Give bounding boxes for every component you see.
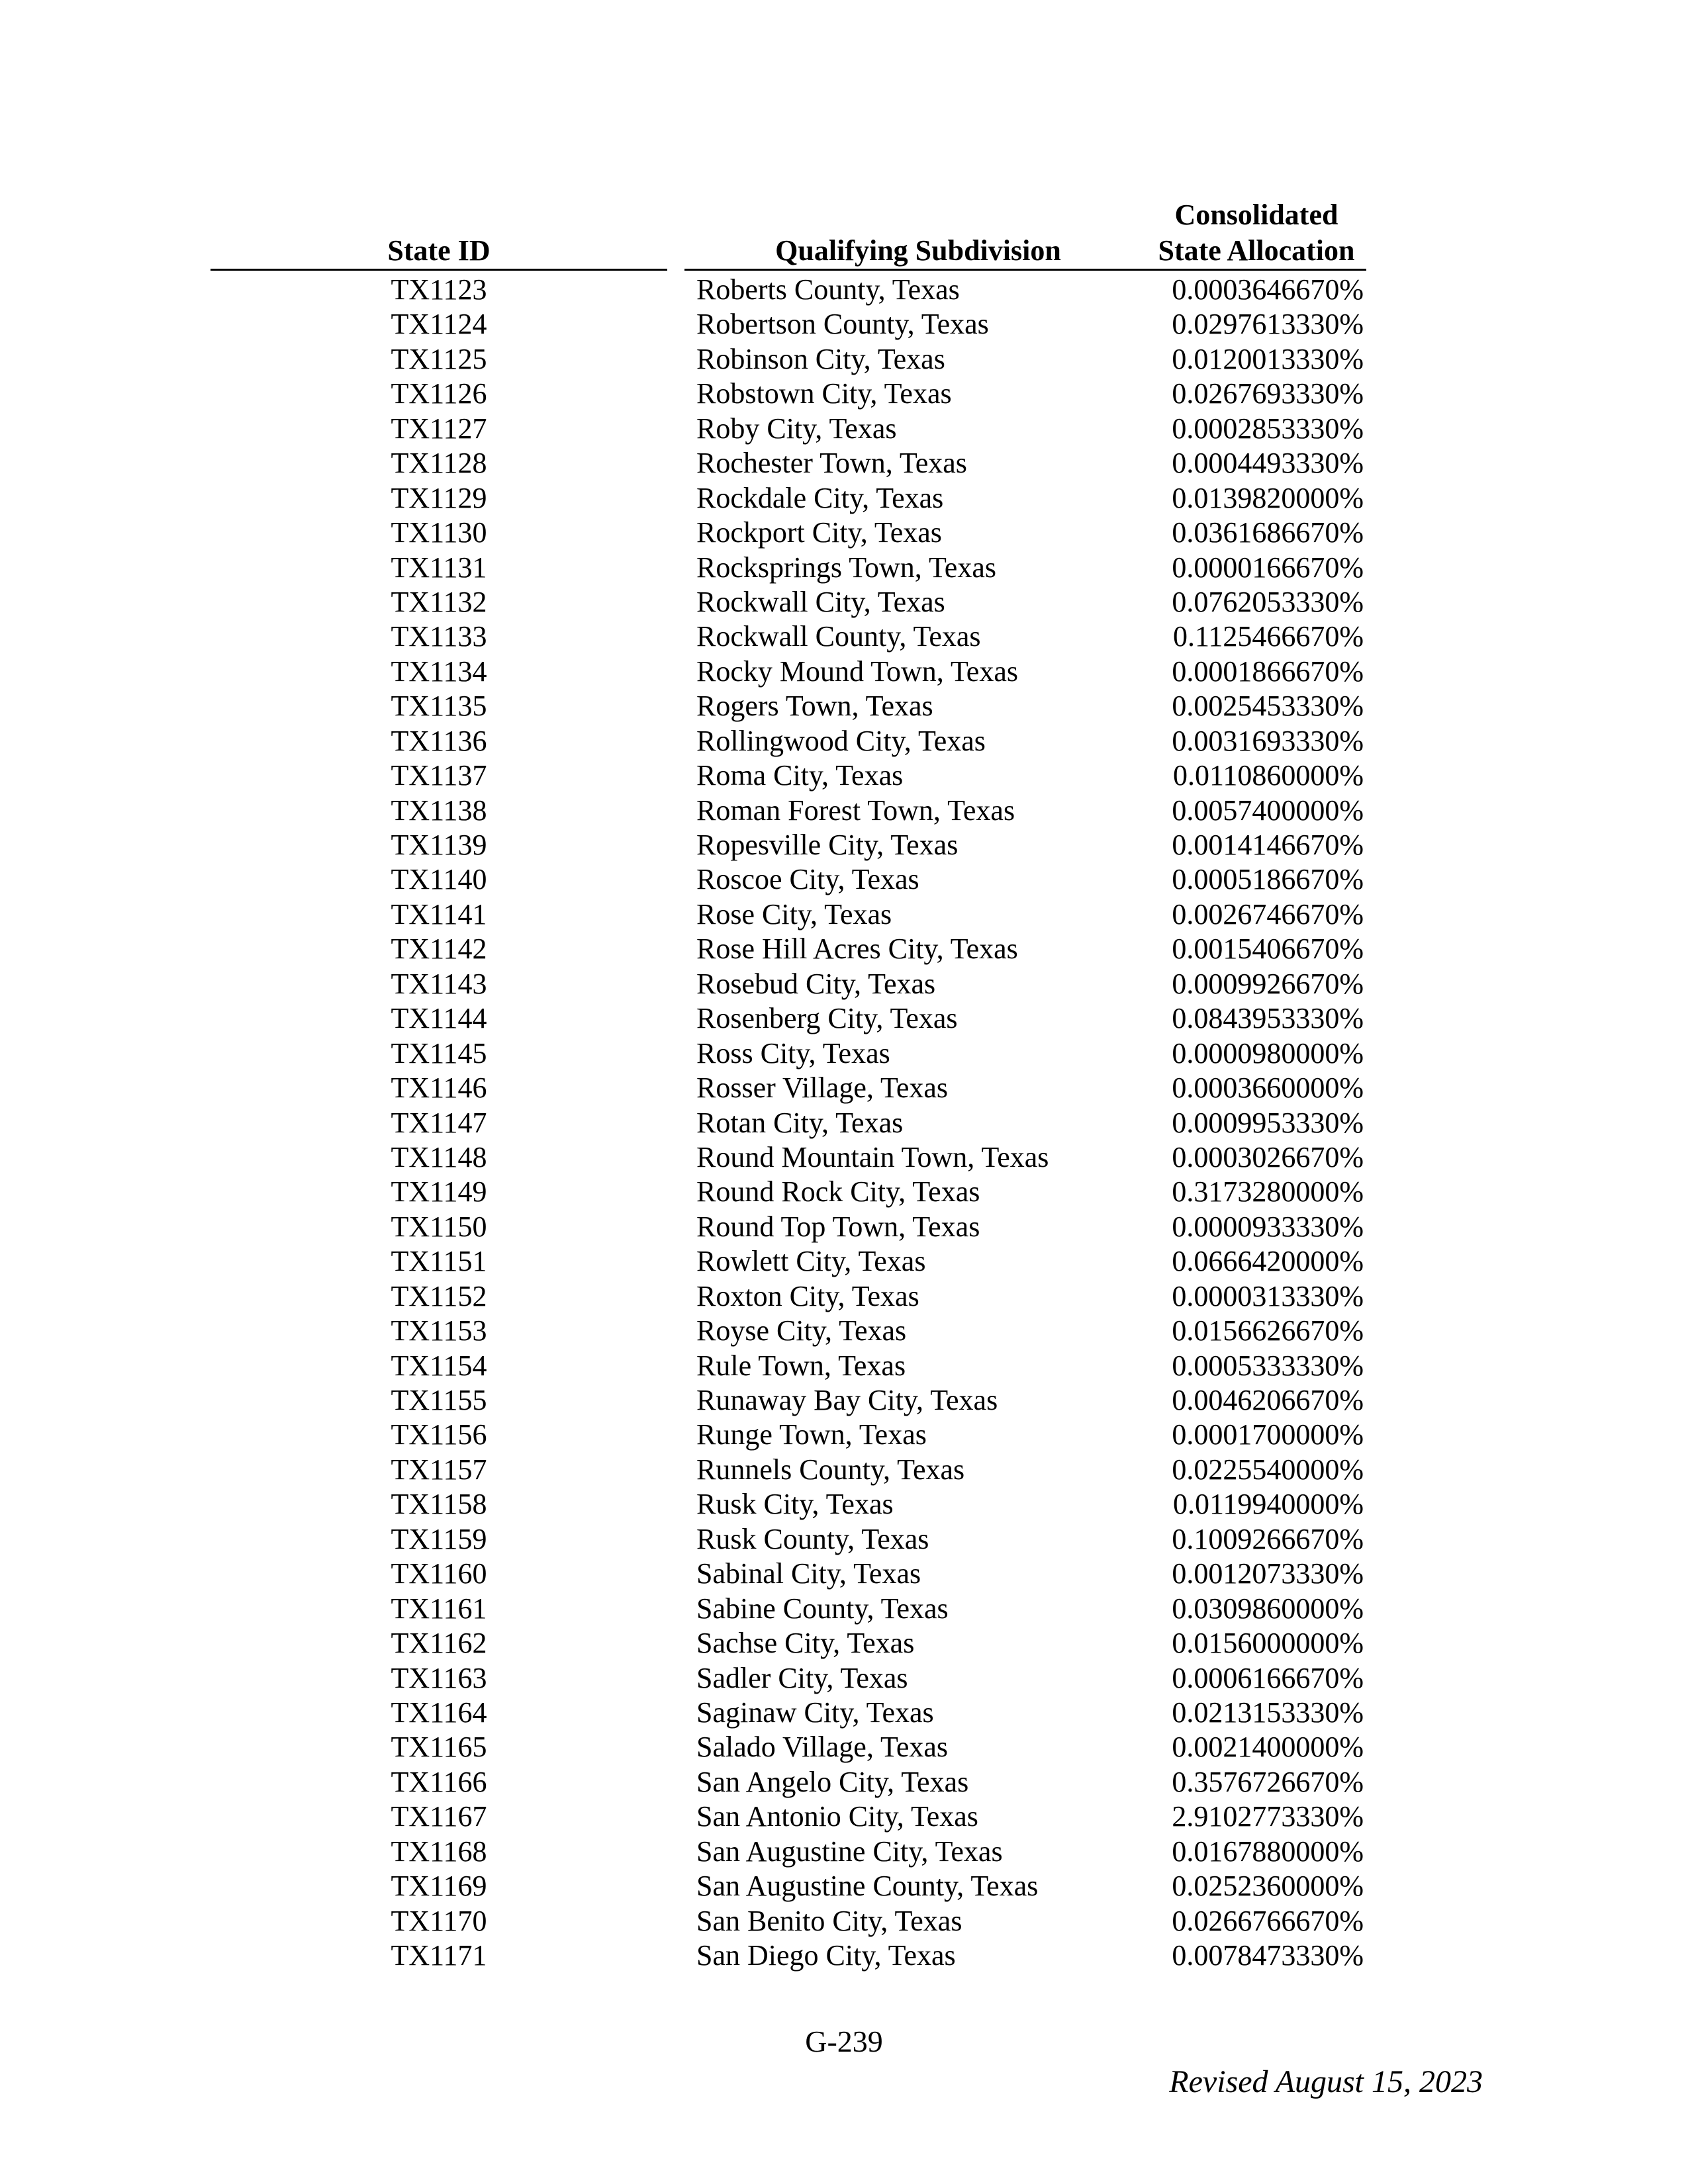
subdivision-cell: Rusk City, Texas xyxy=(696,1488,894,1521)
subdivision-cell: Rosser Village, Texas xyxy=(696,1071,949,1105)
subdivision-cell: Roma City, Texas xyxy=(696,759,904,792)
state-id-cell: TX1149 xyxy=(391,1175,487,1208)
table-row xyxy=(0,1696,1688,1730)
allocation-cell: 0.0666420000% xyxy=(1172,1245,1364,1278)
allocation-cell: 0.0252360000% xyxy=(1172,1870,1364,1903)
allocation-table-body xyxy=(0,273,1688,1973)
allocation-cell: 0.0012073330% xyxy=(1172,1557,1364,1590)
state-id-cell: TX1156 xyxy=(391,1418,487,1451)
state-id-cell: TX1138 xyxy=(391,794,487,827)
table-row xyxy=(0,1869,1688,1903)
state-id-cell: TX1162 xyxy=(391,1627,487,1660)
state-id-cell: TX1125 xyxy=(391,342,487,375)
state-id-cell: TX1137 xyxy=(391,759,487,792)
allocation-cell: 0.0119940000% xyxy=(1172,1488,1364,1521)
state-id-cell: TX1129 xyxy=(391,481,487,514)
table-row xyxy=(0,1314,1688,1348)
state-id-cell: TX1160 xyxy=(391,1557,487,1590)
subdivision-cell: Sachse City, Texas xyxy=(696,1627,915,1660)
state-id-cell: TX1157 xyxy=(391,1453,487,1486)
table-row xyxy=(0,1001,1688,1036)
table-row xyxy=(0,897,1688,932)
state-id-cell: TX1136 xyxy=(391,724,487,757)
table-row xyxy=(0,1835,1688,1869)
allocation-cell: 0.3173280000% xyxy=(1172,1175,1364,1208)
subdivision-cell: Rockwall County, Texas xyxy=(696,620,981,653)
subdivision-cell: San Augustine County, Texas xyxy=(696,1870,1039,1903)
allocation-cell: 0.0297613330% xyxy=(1172,308,1364,341)
allocation-cell: 0.0005186670% xyxy=(1172,863,1364,896)
state-id-cell: TX1132 xyxy=(391,585,487,618)
allocation-cell: 0.0309860000% xyxy=(1172,1592,1364,1625)
state-id-cell: TX1152 xyxy=(391,1279,487,1312)
state-id-cell: TX1144 xyxy=(391,1002,487,1035)
state-id-cell: TX1150 xyxy=(391,1210,487,1243)
allocation-cell: 0.0014146670% xyxy=(1172,829,1364,861)
state-id-cell: TX1158 xyxy=(391,1488,487,1521)
subdivision-cell: Ropesville City, Texas xyxy=(696,829,959,861)
subdivision-cell: Roberts County, Texas xyxy=(696,273,960,306)
allocation-cell: 0.0009926670% xyxy=(1172,967,1364,1000)
table-row xyxy=(0,1938,1688,1973)
subdivision-cell: Rocky Mound Town, Texas xyxy=(696,655,1018,688)
header-state-id: State ID xyxy=(387,234,491,267)
allocation-cell: 0.0762053330% xyxy=(1172,585,1364,618)
subdivision-cell: Round Mountain Town, Texas xyxy=(696,1140,1049,1173)
allocation-cell: 0.1125466670% xyxy=(1172,620,1364,653)
table-row xyxy=(0,1279,1688,1314)
table-row xyxy=(0,758,1688,793)
table-row xyxy=(0,1904,1688,1938)
allocation-cell: 0.0001700000% xyxy=(1172,1418,1364,1451)
subdivision-cell: Sabine County, Texas xyxy=(696,1592,949,1625)
table-row xyxy=(0,967,1688,1001)
allocation-cell: 0.0000980000% xyxy=(1172,1036,1364,1069)
state-id-cell: TX1146 xyxy=(391,1071,487,1105)
subdivision-cell: Sabinal City, Texas xyxy=(696,1557,921,1590)
allocation-cell: 0.0213153330% xyxy=(1172,1696,1364,1729)
subdivision-cell: Robstown City, Texas xyxy=(696,377,952,410)
subdivision-cell: Runge Town, Texas xyxy=(696,1418,927,1451)
state-id-cell: TX1153 xyxy=(391,1314,487,1347)
allocation-cell: 0.0004493330% xyxy=(1172,447,1364,480)
subdivision-cell: Rosebud City, Texas xyxy=(696,967,936,1000)
allocation-cell: 0.0156626670% xyxy=(1172,1314,1364,1347)
subdivision-cell: Rocksprings Town, Texas xyxy=(696,551,996,584)
table-row xyxy=(0,307,1688,341)
allocation-cell: 0.0225540000% xyxy=(1172,1453,1364,1486)
state-id-cell: TX1163 xyxy=(391,1661,487,1694)
state-id-cell: TX1169 xyxy=(391,1870,487,1903)
allocation-cell: 0.0025453330% xyxy=(1172,690,1364,723)
allocation-cell: 0.0266766670% xyxy=(1172,1904,1364,1937)
state-id-cell: TX1166 xyxy=(391,1765,487,1798)
table-row xyxy=(0,481,1688,516)
state-id-cell: TX1168 xyxy=(391,1835,487,1868)
allocation-cell: 2.9102773330% xyxy=(1172,1800,1364,1833)
allocation-cell: 0.0031693330% xyxy=(1172,724,1364,757)
state-id-cell: TX1130 xyxy=(391,516,487,549)
allocation-cell: 0.0267693330% xyxy=(1172,377,1364,410)
subdivision-cell: Rowlett City, Texas xyxy=(696,1245,926,1278)
subdivision-cell: Runaway Bay City, Texas xyxy=(696,1384,998,1416)
page-number: G-239 xyxy=(805,2025,883,2058)
allocation-cell: 0.0110860000% xyxy=(1172,759,1364,792)
subdivision-cell: Rusk County, Texas xyxy=(696,1522,929,1555)
allocation-cell: 0.0003026670% xyxy=(1172,1140,1364,1173)
state-id-cell: TX1170 xyxy=(391,1904,487,1937)
subdivision-cell: Roby City, Texas xyxy=(696,412,897,445)
state-id-cell: TX1148 xyxy=(391,1140,487,1173)
table-row xyxy=(0,724,1688,758)
allocation-cell: 0.0021400000% xyxy=(1172,1731,1364,1764)
allocation-cell: 0.0139820000% xyxy=(1172,481,1364,514)
subdivision-cell: Sadler City, Texas xyxy=(696,1661,908,1694)
table-row xyxy=(0,412,1688,446)
state-id-cell: TX1151 xyxy=(391,1245,487,1278)
table-row xyxy=(0,1557,1688,1591)
table-row xyxy=(0,1661,1688,1696)
subdivision-cell: Royse City, Texas xyxy=(696,1314,907,1347)
table-row xyxy=(0,689,1688,723)
allocation-cell: 0.0003646670% xyxy=(1172,273,1364,306)
subdivision-cell: Rockdale City, Texas xyxy=(696,481,944,514)
subdivision-cell: Rockwall City, Texas xyxy=(696,585,945,618)
state-id-cell: TX1164 xyxy=(391,1696,487,1729)
revision-date: Revised August 15, 2023 xyxy=(1169,2064,1483,2099)
subdivision-cell: Ross City, Texas xyxy=(696,1036,890,1069)
allocation-cell: 0.0001866670% xyxy=(1172,655,1364,688)
allocation-cell: 0.0015406670% xyxy=(1172,933,1364,966)
header-qualifying-subdivision: Qualifying Subdivision xyxy=(775,234,1061,267)
state-id-cell: TX1123 xyxy=(391,273,487,306)
state-id-cell: TX1139 xyxy=(391,829,487,861)
table-row xyxy=(0,794,1688,828)
table-row xyxy=(0,1071,1688,1105)
subdivision-cell: Robertson County, Texas xyxy=(696,308,989,341)
state-id-cell: TX1154 xyxy=(391,1349,487,1382)
subdivision-cell: Salado Village, Texas xyxy=(696,1731,949,1764)
table-row xyxy=(0,1799,1688,1834)
subdivision-cell: Rule Town, Texas xyxy=(696,1349,906,1382)
allocation-cell: 0.0120013330% xyxy=(1172,342,1364,375)
table-row xyxy=(0,1487,1688,1522)
subdivision-cell: San Augustine City, Texas xyxy=(696,1835,1003,1868)
table-row xyxy=(0,585,1688,619)
allocation-cell: 0.0006166670% xyxy=(1172,1661,1364,1694)
subdivision-cell: San Antonio City, Texas xyxy=(696,1800,978,1833)
state-id-cell: TX1140 xyxy=(391,863,487,896)
table-row xyxy=(0,273,1688,307)
table-row xyxy=(0,828,1688,862)
table-row xyxy=(0,1383,1688,1418)
table-row xyxy=(0,655,1688,689)
table-row xyxy=(0,1210,1688,1244)
state-id-cell: TX1147 xyxy=(391,1106,487,1139)
subdivision-cell: Rose City, Texas xyxy=(696,897,892,931)
allocation-cell: 0.0843953330% xyxy=(1172,1002,1364,1035)
table-row xyxy=(0,551,1688,585)
table-row xyxy=(0,619,1688,654)
header-allocation-line2: State Allocation xyxy=(1158,234,1355,267)
subdivision-cell: San Benito City, Texas xyxy=(696,1904,962,1937)
header-allocation-line1: Consolidated xyxy=(1174,199,1338,231)
table-row xyxy=(0,1592,1688,1626)
table-row xyxy=(0,1522,1688,1557)
allocation-cell: 0.0009953330% xyxy=(1172,1106,1364,1139)
allocation-cell: 0.0000313330% xyxy=(1172,1279,1364,1312)
subdivision-cell: Rotan City, Texas xyxy=(696,1106,904,1139)
allocation-cell: 0.0002853330% xyxy=(1172,412,1364,445)
table-row xyxy=(0,932,1688,966)
state-id-cell: TX1142 xyxy=(391,933,487,966)
state-id-cell: TX1155 xyxy=(391,1384,487,1416)
allocation-cell: 0.3576726670% xyxy=(1172,1765,1364,1798)
subdivision-cell: Runnels County, Texas xyxy=(696,1453,965,1486)
state-id-cell: TX1171 xyxy=(391,1939,487,1972)
state-id-cell: TX1141 xyxy=(391,897,487,931)
state-id-cell: TX1145 xyxy=(391,1036,487,1069)
subdivision-cell: Round Top Town, Texas xyxy=(696,1210,980,1243)
state-id-cell: TX1165 xyxy=(391,1731,487,1764)
subdivision-cell: San Angelo City, Texas xyxy=(696,1765,969,1798)
subdivision-cell: Roscoe City, Texas xyxy=(696,863,919,896)
header-rule-state-id xyxy=(211,269,667,271)
allocation-cell: 0.0000166670% xyxy=(1172,551,1364,584)
subdivision-cell: Saginaw City, Texas xyxy=(696,1696,934,1729)
allocation-cell: 0.0361686670% xyxy=(1172,516,1364,549)
table-row xyxy=(0,1730,1688,1764)
allocation-cell: 0.0003660000% xyxy=(1172,1071,1364,1105)
allocation-cell: 0.0078473330% xyxy=(1172,1939,1364,1972)
subdivision-cell: Roman Forest Town, Texas xyxy=(696,794,1015,827)
subdivision-cell: Robinson City, Texas xyxy=(696,342,945,375)
subdivision-cell: Rockport City, Texas xyxy=(696,516,942,549)
table-row xyxy=(0,862,1688,897)
table-row xyxy=(0,516,1688,550)
state-id-cell: TX1126 xyxy=(391,377,487,410)
allocation-cell: 0.0000933330% xyxy=(1172,1210,1364,1243)
subdivision-cell: Roxton City, Texas xyxy=(696,1279,919,1312)
subdivision-cell: Rochester Town, Texas xyxy=(696,447,967,480)
allocation-cell: 0.0057400000% xyxy=(1172,794,1364,827)
allocation-cell: 0.1009266670% xyxy=(1172,1522,1364,1555)
table-row xyxy=(0,342,1688,377)
table-row xyxy=(0,1106,1688,1140)
state-id-cell: TX1143 xyxy=(391,967,487,1000)
state-id-cell: TX1161 xyxy=(391,1592,487,1625)
table-row xyxy=(0,1418,1688,1452)
table-row xyxy=(0,1036,1688,1071)
state-id-cell: TX1135 xyxy=(391,690,487,723)
allocation-cell: 0.0005333330% xyxy=(1172,1349,1364,1382)
subdivision-cell: Rollingwood City, Texas xyxy=(696,724,986,757)
allocation-cell: 0.0026746670% xyxy=(1172,897,1364,931)
table-row xyxy=(0,1765,1688,1799)
allocation-cell: 0.0156000000% xyxy=(1172,1627,1364,1660)
header-rule-allocation xyxy=(1150,269,1366,271)
subdivision-cell: San Diego City, Texas xyxy=(696,1939,956,1972)
state-id-cell: TX1127 xyxy=(391,412,487,445)
state-id-cell: TX1131 xyxy=(391,551,487,584)
allocation-cell: 0.0046206670% xyxy=(1172,1384,1364,1416)
table-row xyxy=(0,377,1688,411)
state-id-cell: TX1159 xyxy=(391,1522,487,1555)
table-row xyxy=(0,1626,1688,1661)
header-consolidated-state-allocation xyxy=(1150,197,1362,269)
state-id-cell: TX1124 xyxy=(391,308,487,341)
table-row xyxy=(0,446,1688,480)
state-id-cell: TX1128 xyxy=(391,447,487,480)
table-row xyxy=(0,1175,1688,1209)
table-row xyxy=(0,1244,1688,1279)
table-row xyxy=(0,1453,1688,1487)
subdivision-cell: Rose Hill Acres City, Texas xyxy=(696,933,1018,966)
header-rule-subdivision xyxy=(684,269,1152,271)
state-id-cell: TX1167 xyxy=(391,1800,487,1833)
allocation-cell: 0.0167880000% xyxy=(1172,1835,1364,1868)
subdivision-cell: Rogers Town, Texas xyxy=(696,690,933,723)
table-row xyxy=(0,1349,1688,1383)
state-id-cell: TX1134 xyxy=(391,655,487,688)
table-row xyxy=(0,1140,1688,1175)
subdivision-cell: Round Rock City, Texas xyxy=(696,1175,980,1208)
state-id-cell: TX1133 xyxy=(391,620,487,653)
subdivision-cell: Rosenberg City, Texas xyxy=(696,1002,958,1035)
